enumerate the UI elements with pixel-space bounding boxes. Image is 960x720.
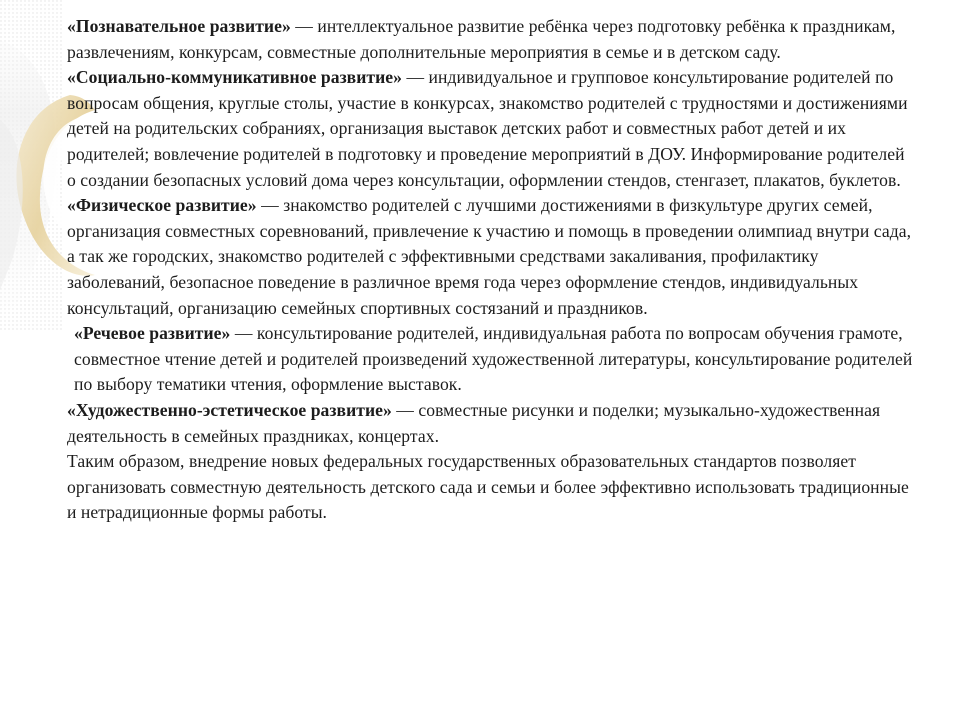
section-cognitive [67,14,917,65]
section-text: — интеллектуальное развитие ребёнка через подготовку ребёнка к праздникам, развлечениям, конкурсам, совместные дополнительные мероприятия в семье и в детском саду. [67,16,896,62]
section-speech [67,321,917,398]
section-title: «Речевое развитие» [74,323,231,344]
text-body [67,14,917,526]
section-title: «Физическое развитие» [67,195,257,216]
section-physical [67,193,917,321]
section-artistic [67,398,917,449]
section-text: — консультирование родителей, индивидуальная работа по вопросам обучения грамоте, совместное чтение детей и родителей произведений художественной литературы, консультирование родителей по выбору тематики чтения, оформление выставок. [74,323,913,395]
section-text: — совместные рисунки и поделки; музыкально-художественная деятельность в семейных праздниках, концертах. [67,399,881,446]
section-title: «Познавательное развитие» [67,16,291,36]
section-text: — знакомство родителей с лучшими достижениями в физкультуре других семей, организация совместных соревнований, привлечение к участию и помощь в проведении олимпиад внутри сада, а так же городских, знакомство родителей с эффективными средствами закаливания, профилактику заболеваний, безопасное поведение в различное время года через оформление стендов, индивидуальных консультаций, организацию семейных спортивных состязаний и праздников. [67,195,912,318]
section-text: — индивидуальное и групповое консультирование родителей по вопросам общения, круглые столы, участие в конкурсах, знакомство родителей с трудностями и достижениями детей на родительских собраниях, организация выставок детских работ и совместных работ детей и их родителей; вовлечение родителей в подготовку и проведение мероприятий в ДОУ. Информирование родителей о создании безопасных условий дома через консультации, оформлении стендов, стенгазет, плакатов, буклетов. [67,67,908,190]
section-title: «Художественно-эстетическое развитие» [67,399,392,420]
section-social [67,65,917,193]
section-title: «Социально-коммуникативное развитие» [67,67,403,88]
conclusion: Таким образом, внедрение новых федеральных государственных образовательных стандартов позволяет организовать совместную деятельность детского сада и семьи и более эффективно использовать традиционные и нетрадиционные формы работы. [67,451,909,523]
